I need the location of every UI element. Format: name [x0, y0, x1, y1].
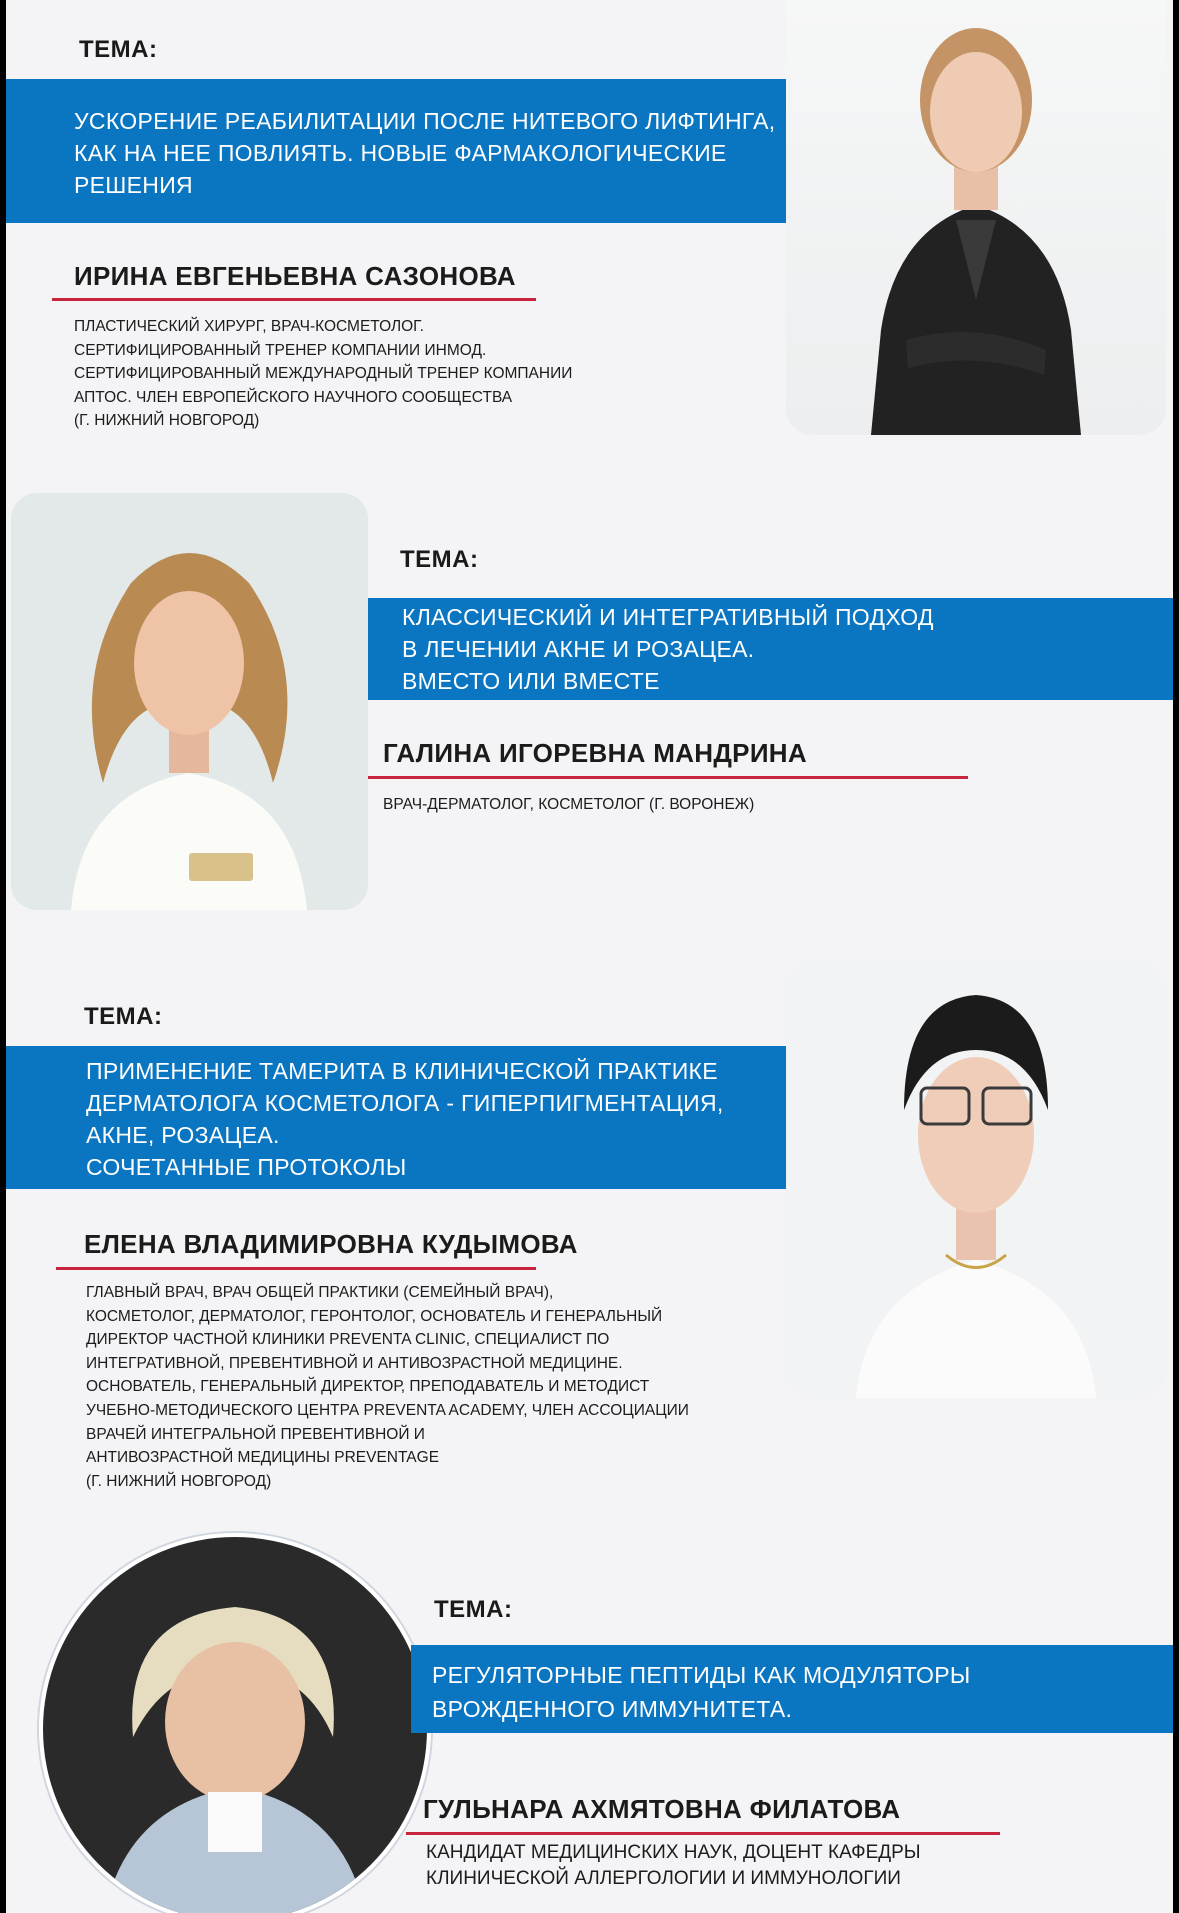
speaker-photo-1	[786, 0, 1166, 435]
topic-line: КЛАССИЧЕСКИЙ И ИНТЕГРАТИВНЫЙ ПОДХОД	[402, 604, 934, 630]
speaker-description-3	[86, 1281, 689, 1493]
description-line: ВРАЧ-ДЕРМАТОЛОГ, КОСМЕТОЛОГ (Г. ВОРОНЕЖ)	[383, 796, 755, 813]
tema-label-1: ТЕМА:	[79, 36, 158, 63]
description-line: (Г. НИЖНИЙ НОВГОРОД)	[86, 1472, 272, 1490]
description-line: КАНДИДАТ МЕДИЦИНСКИХ НАУК, ДОЦЕНТ КАФЕДРЫ	[426, 1842, 921, 1863]
description-line: УЧЕБНО-МЕТОДИЧЕСКОГО ЦЕНТРА PREVENTA ACADEMY, ЧЛЕН АССОЦИАЦИИ	[86, 1401, 689, 1419]
speaker-photo-3	[786, 960, 1165, 1398]
topic-band-1	[6, 79, 786, 223]
topic-band-4	[411, 1645, 1173, 1733]
speaker-photo-2	[11, 493, 368, 910]
description-line: СЕРТИФИЦИРОВАННЫЙ МЕЖДУНАРОДНЫЙ ТРЕНЕР КОМПАНИИ	[74, 365, 573, 383]
topic-line: ВРОЖДЕННОГО ИММУНИТЕТА.	[432, 1696, 793, 1722]
description-line: СЕРТИФИЦИРОВАННЫЙ ТРЕНЕР КОМПАНИИ ИНМОД.	[74, 341, 487, 359]
description-line: ГЛАВНЫЙ ВРАЧ, ВРАЧ ОБЩЕЙ ПРАКТИКИ (СЕМЕЙНЫЙ ВРАЧ),	[86, 1284, 554, 1301]
topic-line: В ЛЕЧЕНИИ АКНЕ И РОЗАЦЕА.	[402, 636, 755, 662]
topic-line: ПРИМЕНЕНИЕ ТАМЕРИТА В КЛИНИЧЕСКОЙ ПРАКТИКЕ	[86, 1058, 718, 1084]
description-line: АНТИВОЗРАСТНОЙ МЕДИЦИНЫ PREVENTAGE	[86, 1449, 440, 1467]
topic-line: РЕШЕНИЯ	[74, 172, 193, 198]
speaker-description-4	[426, 1840, 921, 1892]
description-line: КОСМЕТОЛОГ, ДЕРМАТОЛОГ, ГЕРОНТОЛОГ, ОСНОВАТЕЛЬ И ГЕНЕРАЛЬНЫЙ	[86, 1307, 663, 1325]
speaker-name-4: ГУЛЬНАРА АХМЯТОВНА ФИЛАТОВА	[423, 1794, 901, 1824]
tema-label-4: ТЕМА:	[434, 1596, 513, 1623]
name-underline-1	[52, 298, 536, 301]
speaker-name-3: ЕЛЕНА ВЛАДИМИРОВНА КУДЫМОВА	[84, 1229, 578, 1259]
tema-label-3: ТЕМА:	[84, 1003, 163, 1030]
description-line: (Г. НИЖНИЙ НОВГОРОД)	[74, 412, 260, 430]
topic-line: СОЧЕТАННЫЕ ПРОТОКОЛЫ	[86, 1154, 407, 1180]
speaker-name-1: ИРИНА ЕВГЕНЬЕВНА САЗОНОВА	[74, 261, 516, 291]
speaker-photo-4	[39, 1533, 431, 1913]
description-line: ВРАЧЕЙ ИНТЕГРАЛЬНОЙ ПРЕВЕНТИВНОЙ И	[86, 1425, 425, 1443]
topic-band-2	[368, 598, 1173, 700]
topic-line: КАК НА НЕЕ ПОВЛИЯТЬ. НОВЫЕ ФАРМАКОЛОГИЧЕСКИЕ	[74, 140, 727, 166]
speaker-description-2	[383, 793, 754, 817]
description-line: ИНТЕГРАТИВНОЙ, ПРЕВЕНТИВНОЙ И АНТИВОЗРАСТНОЙ МЕДИЦИНЕ.	[86, 1354, 623, 1372]
description-line: ДИРЕКТОР ЧАСТНОЙ КЛИНИКИ PREVENTA CLINIC, СПЕЦИАЛИСТ ПО	[86, 1331, 610, 1349]
description-line: КЛИНИЧЕСКОЙ АЛЛЕРГОЛОГИИ И ИММУНОЛОГИИ	[426, 1868, 901, 1889]
topic-line: ВМЕСТО ИЛИ ВМЕСТЕ	[402, 668, 660, 694]
description-line: ПЛАСТИЧЕСКИЙ ХИРУРГ, ВРАЧ-КОСМЕТОЛОГ.	[74, 318, 424, 335]
topic-line: РЕГУЛЯТОРНЫЕ ПЕПТИДЫ КАК МОДУЛЯТОРЫ	[432, 1662, 971, 1688]
name-underline-3	[56, 1267, 536, 1270]
name-underline-2	[368, 776, 968, 779]
topic-line: АКНЕ, РОЗАЦЕА.	[86, 1122, 280, 1148]
tema-label-2: ТЕМА:	[400, 546, 479, 573]
topic-line: ДЕРМАТОЛОГА КОСМЕТОЛОГА - ГИПЕРПИГМЕНТАЦИЯ,	[86, 1090, 724, 1116]
topic-band-3	[6, 1046, 786, 1189]
speaker-description-1	[74, 315, 572, 433]
description-line: ОСНОВАТЕЛЬ, ГЕНЕРАЛЬНЫЙ ДИРЕКТОР, ПРЕПОДАВАТЕЛЬ И МЕТОДИСТ	[86, 1378, 650, 1396]
description-line: АПТОС. ЧЛЕН ЕВРОПЕЙСКОГО НАУЧНОГО СООБЩЕСТВА	[74, 388, 513, 406]
speakers-page	[6, 0, 1173, 1913]
speaker-name-2: ГАЛИНА ИГОРЕВНА МАНДРИНА	[383, 738, 807, 768]
name-underline-4	[406, 1832, 1000, 1835]
topic-line: УСКОРЕНИЕ РЕАБИЛИТАЦИИ ПОСЛЕ НИТЕВОГО ЛИФТИНГА,	[74, 108, 776, 134]
